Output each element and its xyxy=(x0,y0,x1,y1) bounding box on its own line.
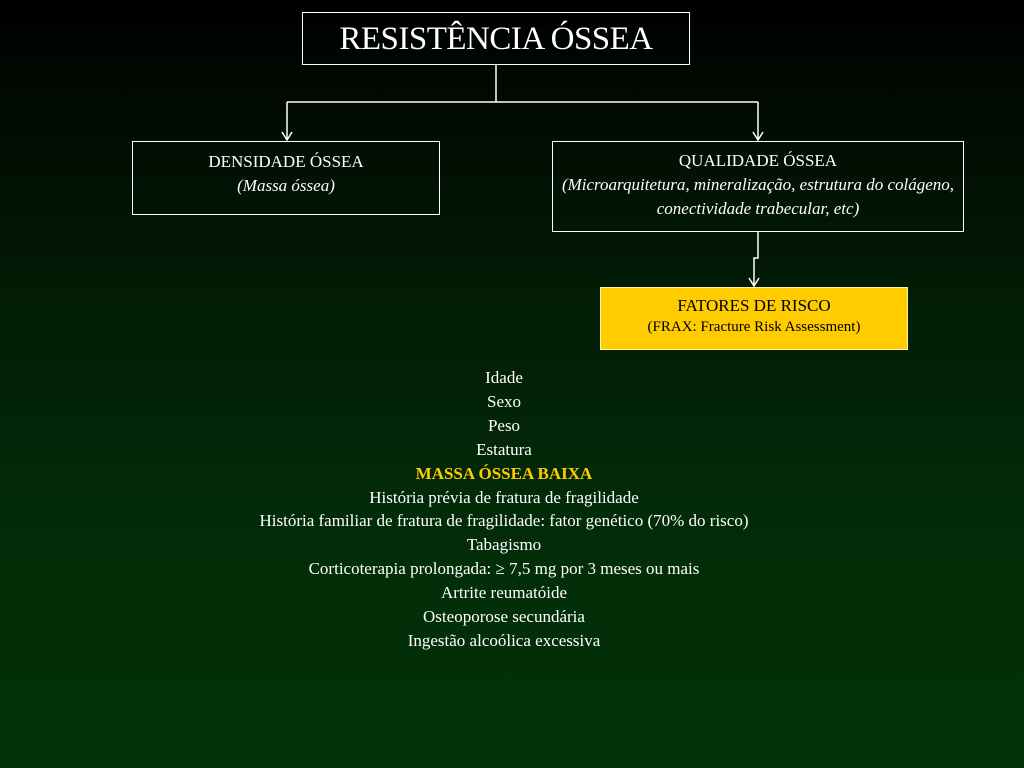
factor-item: História prévia de fratura de fragilidade xyxy=(369,487,639,507)
factor-item: Osteoporose secundária xyxy=(423,607,585,627)
density-box xyxy=(132,141,440,215)
quality-heading: QUALIDADE ÓSSEA xyxy=(678,151,838,170)
factor-item: Estatura xyxy=(476,439,532,459)
quality-subtitle: (Microarquitetura, mineralização, estrutura do colágeno, conectividade trabecular, etc) xyxy=(561,175,955,218)
factor-item-highlighted: MASSA ÓSSEA BAIXA xyxy=(415,463,593,483)
title-box xyxy=(302,12,690,65)
factor-item: Corticoterapia prolongada: ≥ 7,5 mg por 3 meses ou mais xyxy=(308,559,700,579)
diagram-title: RESISTÊNCIA ÓSSEA xyxy=(339,21,653,57)
factor-item: Tabagismo xyxy=(466,535,542,555)
factor-item: Peso xyxy=(487,415,521,435)
risk-factor-list xyxy=(0,366,1008,653)
factor-item: Ingestão alcoólica excessiva xyxy=(407,630,601,650)
factor-item: História familiar de fratura de fragilidade: fator genético (70% do risco) xyxy=(259,511,749,531)
risk-heading: FATORES DE RISCO xyxy=(677,296,831,315)
factor-item: Idade xyxy=(485,368,523,387)
risk-subtitle: (FRAX: Fracture Risk Assessment) xyxy=(647,319,861,335)
density-heading: DENSIDADE ÓSSEA xyxy=(208,152,364,171)
factor-item: Sexo xyxy=(487,391,521,411)
connector-quality-to-risk xyxy=(754,232,758,286)
factor-item: Artrite reumatóide xyxy=(440,583,568,603)
density-subtitle: (Massa óssea) xyxy=(237,176,335,195)
quality-box xyxy=(552,141,964,232)
risk-factors-box xyxy=(600,287,908,350)
